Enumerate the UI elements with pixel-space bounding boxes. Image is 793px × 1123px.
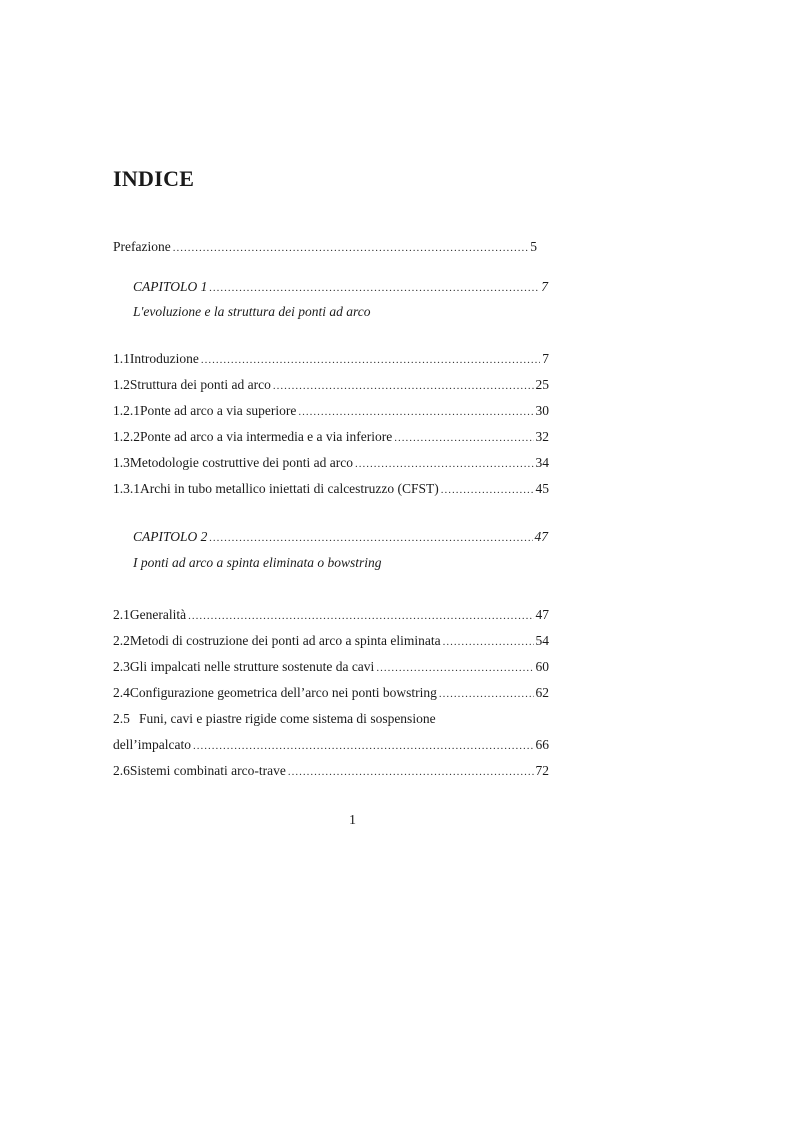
toc-entry-title: Archi in tubo metallico iniettati di calcestruzzo (CFST) xyxy=(140,481,439,496)
chapter-page: 47 xyxy=(534,529,548,544)
toc-leader-dots xyxy=(376,662,533,674)
toc-leader-dots xyxy=(441,484,534,496)
toc-entry-page: 7 xyxy=(542,351,549,366)
index-heading: INDICE xyxy=(113,166,195,191)
toc-entry-title: Introduzione xyxy=(129,351,199,366)
chapter-label: CAPITOLO 2 xyxy=(133,529,208,544)
toc-leader-dots xyxy=(439,688,534,700)
toc-entry-number: 1.2.2 xyxy=(113,429,140,444)
toc-entry[interactable] xyxy=(113,455,549,475)
toc-leader-dots xyxy=(273,380,534,392)
toc-entry-number: 1.2.1 xyxy=(113,403,140,418)
toc-leader-dots xyxy=(443,636,534,648)
toc-entry[interactable] xyxy=(113,429,549,449)
toc-entry-number: 1.1 xyxy=(113,351,130,366)
toc-entry-page: 45 xyxy=(535,481,549,496)
toc-entry-continuation[interactable] xyxy=(113,737,549,757)
toc-entry[interactable] xyxy=(113,481,549,501)
toc-entry-title: Gli impalcati nelle strutture sostenute da cavi xyxy=(129,659,375,674)
toc-leader-dots xyxy=(355,458,534,470)
toc-entry[interactable] xyxy=(113,377,549,397)
toc-entry-page: 5 xyxy=(530,239,537,254)
toc-entry-title: Sistemi combinati arco-trave xyxy=(129,763,286,778)
toc-entry-number: 1.3.1 xyxy=(113,481,140,496)
chapter-1-subtitle: L'evoluzione e la struttura dei ponti ad arco xyxy=(133,304,371,319)
page-number: 1 xyxy=(349,813,356,828)
toc-entry-page: 25 xyxy=(535,377,549,392)
toc-entry-title: Generalità xyxy=(129,607,187,622)
toc-entry-number: 2.3 xyxy=(113,659,130,674)
toc-entry-number: 2.1 xyxy=(113,607,130,622)
toc-leader-dots xyxy=(209,282,539,294)
toc-entry-page: 62 xyxy=(535,685,549,700)
toc-entry-number: 1.2 xyxy=(113,377,130,392)
toc-entry[interactable] xyxy=(113,403,549,423)
toc-leader-dots xyxy=(193,740,534,752)
toc-leader-dots xyxy=(298,406,533,418)
toc-entry-page: 30 xyxy=(535,403,549,418)
toc-leader-dots xyxy=(288,766,534,778)
toc-chapter-2[interactable] xyxy=(133,529,548,549)
toc-entry-number: 2.2 xyxy=(113,633,130,648)
toc-entry-title: Configurazione geometrica dell’arco nei ponti bowstring xyxy=(129,685,437,700)
toc-leader-dots xyxy=(188,610,533,622)
toc-entry-number: 2.4 xyxy=(113,685,130,700)
toc-entry-title: dell’impalcato xyxy=(113,737,191,752)
toc-leader-dots xyxy=(173,242,529,254)
toc-entry-number: 2.6 xyxy=(113,763,130,778)
toc-leader-dots xyxy=(209,532,532,544)
toc-entry[interactable] xyxy=(113,633,549,653)
toc-entry-title: Metodi di costruzione dei ponti ad arco a spinta eliminata xyxy=(129,633,441,648)
toc-entry-preface[interactable] xyxy=(113,239,537,259)
toc-entry-page: 47 xyxy=(535,607,549,622)
toc-entry-title: Metodologie costruttive dei ponti ad arco xyxy=(129,455,353,470)
chapter-label: CAPITOLO 1 xyxy=(133,279,208,294)
toc-entry-page: 72 xyxy=(535,763,549,778)
toc-entry-title: Prefazione xyxy=(113,239,171,254)
toc-entry[interactable] xyxy=(113,351,549,371)
toc-entry-multiline[interactable] xyxy=(113,711,436,727)
chapter-page: 7 xyxy=(541,279,548,294)
toc-entry[interactable] xyxy=(113,763,549,783)
toc-entry-title: Funi, cavi e piastre rigide come sistema di sospensione xyxy=(139,711,436,726)
toc-entry-page: 32 xyxy=(535,429,549,444)
toc-entry[interactable] xyxy=(113,685,549,705)
toc-entry-page: 54 xyxy=(535,633,549,648)
toc-entry[interactable] xyxy=(113,659,549,679)
toc-entry-title: Ponte ad arco a via intermedia e a via inferiore xyxy=(140,429,393,444)
toc-leader-dots xyxy=(394,432,533,444)
toc-entry-number: 2.5 xyxy=(113,711,130,726)
toc-entry-title: Struttura dei ponti ad arco xyxy=(129,377,271,392)
toc-entry-page: 34 xyxy=(535,455,549,470)
chapter-2-subtitle: I ponti ad arco a spinta eliminata o bowstring xyxy=(133,555,382,570)
toc-entry-page: 60 xyxy=(535,659,549,674)
toc-entry-number: 1.3 xyxy=(113,455,130,470)
toc-entry-page: 66 xyxy=(535,737,549,752)
toc-leader-dots xyxy=(201,354,540,366)
toc-chapter-1[interactable] xyxy=(133,279,548,299)
toc-entry-title: Ponte ad arco a via superiore xyxy=(140,403,297,418)
toc-entry[interactable] xyxy=(113,607,549,627)
